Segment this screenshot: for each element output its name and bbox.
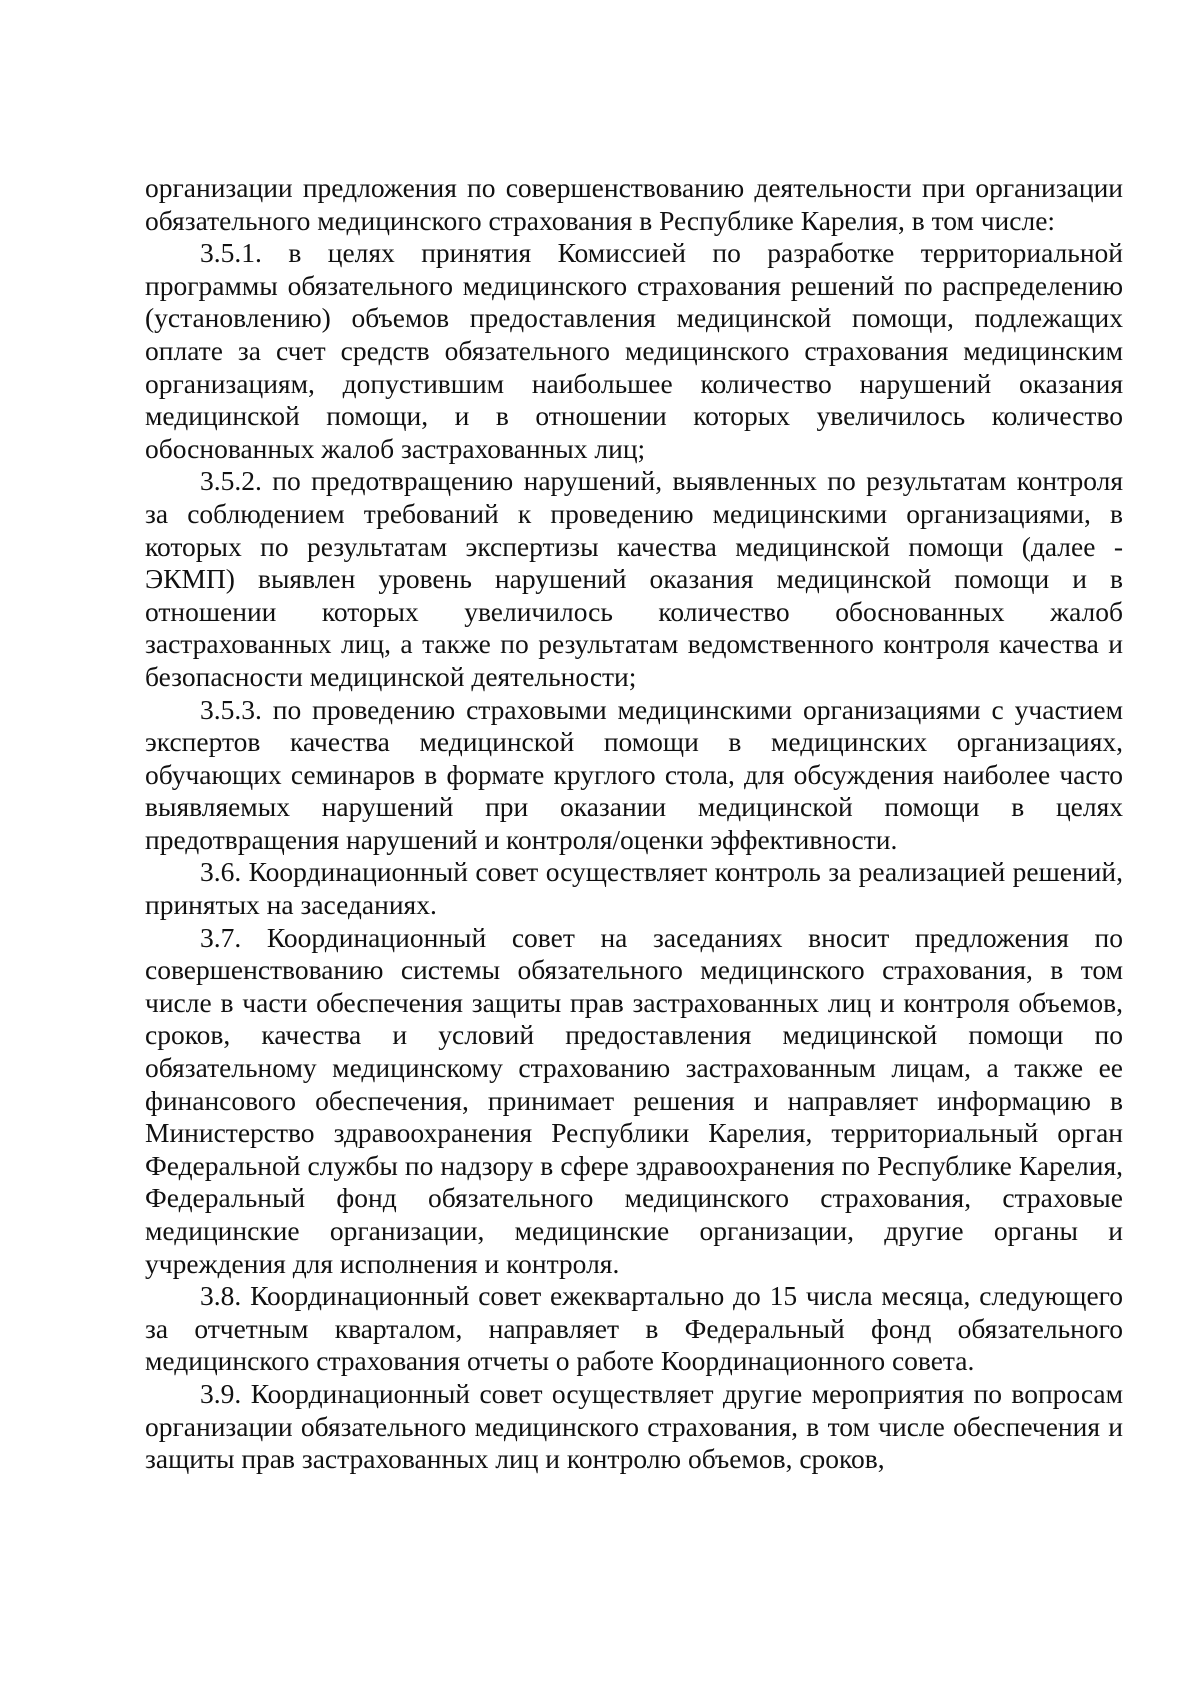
document-body [145,172,1123,1476]
paragraph-3-8: 3.8. Координационный совет ежеквартально до 15 числа месяца, следующего за отчетным кварталом, направляет в Федеральный фонд обязательного медицинского страхования отчеты о работе Координационного совета. [145,1280,1123,1377]
paragraph-3-9: 3.9. Координационный совет осуществляет другие мероприятия по вопросам организации обязательного медицинского страхования, в том числе обеспечения и защиты прав застрахованных лиц и контролю объемов, сроков, [145,1377,1123,1475]
paragraph-3-6: 3.6. Координационный совет осуществляет контроль за реализацией решений, принятых на заседаниях. [145,856,1123,921]
paragraph-3-5-1: 3.5.1. в целях принятия Комиссией по разработке территориальной программы обязательного медицинского страхования решений по распределению (установлению) объемов предоставления медицинской помощи, подлежащих оплате за счет средств обязательного медицинского страхования медицинским организациям, допустившим наибольшее количество нарушений оказания медицинской помощи, и в отношении которых увеличилось количество обоснованных жалоб застрахованных лиц; [145,237,1123,464]
paragraph-intro-continuation: организации предложения по совершенствованию деятельности при организации обязательного медицинского страхования в Республике Карелия, в том числе: [145,172,1123,236]
paragraph-3-5-3: 3.5.3. по проведению страховыми медицинскими организациями с участием экспертов качества медицинской помощи в медицинских организациях, обучающих семинаров в формате круглого стола, для обсуждения наиболее часто выявляемых нарушений при оказании медицинской помощи в целях предотвращения нарушений и контроля/оценки эффективности. [145,693,1123,855]
paragraph-3-7: 3.7. Координационный совет на заседаниях вносит предложения по совершенствованию системы обязательного медицинского страхования, в том числе в части обеспечения защиты прав застрахованных лиц и контроля объемов, сроков, качества и условий предоставления медицинской помощи по обязательному медицинскому страхованию застрахованным лицам, а также ее финансового обеспечения, принимает решения и направляет информацию в Министерство здравоохранения Республики Карелия, территориальный орган Федеральной службы по надзору в сфере здравоохранения по Республике Карелия, Федеральный фонд обязательного медицинского страхования, страховые медицинские организации, медицинские организации, другие органы и учреждения для исполнения и контроля. [145,921,1123,1279]
paragraph-3-5-2: 3.5.2. по предотвращению нарушений, выявленных по результатам контроля за соблюдением требований к проведению медицинскими организациями, в которых по результатам экспертизы качества медицинской помощи (далее - ЭКМП) выявлен уровень нарушений оказания медицинской помощи и в отношении которых увеличилось количество обоснованных жалоб застрахованных лиц, а также по результатам ведомственного контроля качества и безопасности медицинской деятельности; [145,465,1123,692]
